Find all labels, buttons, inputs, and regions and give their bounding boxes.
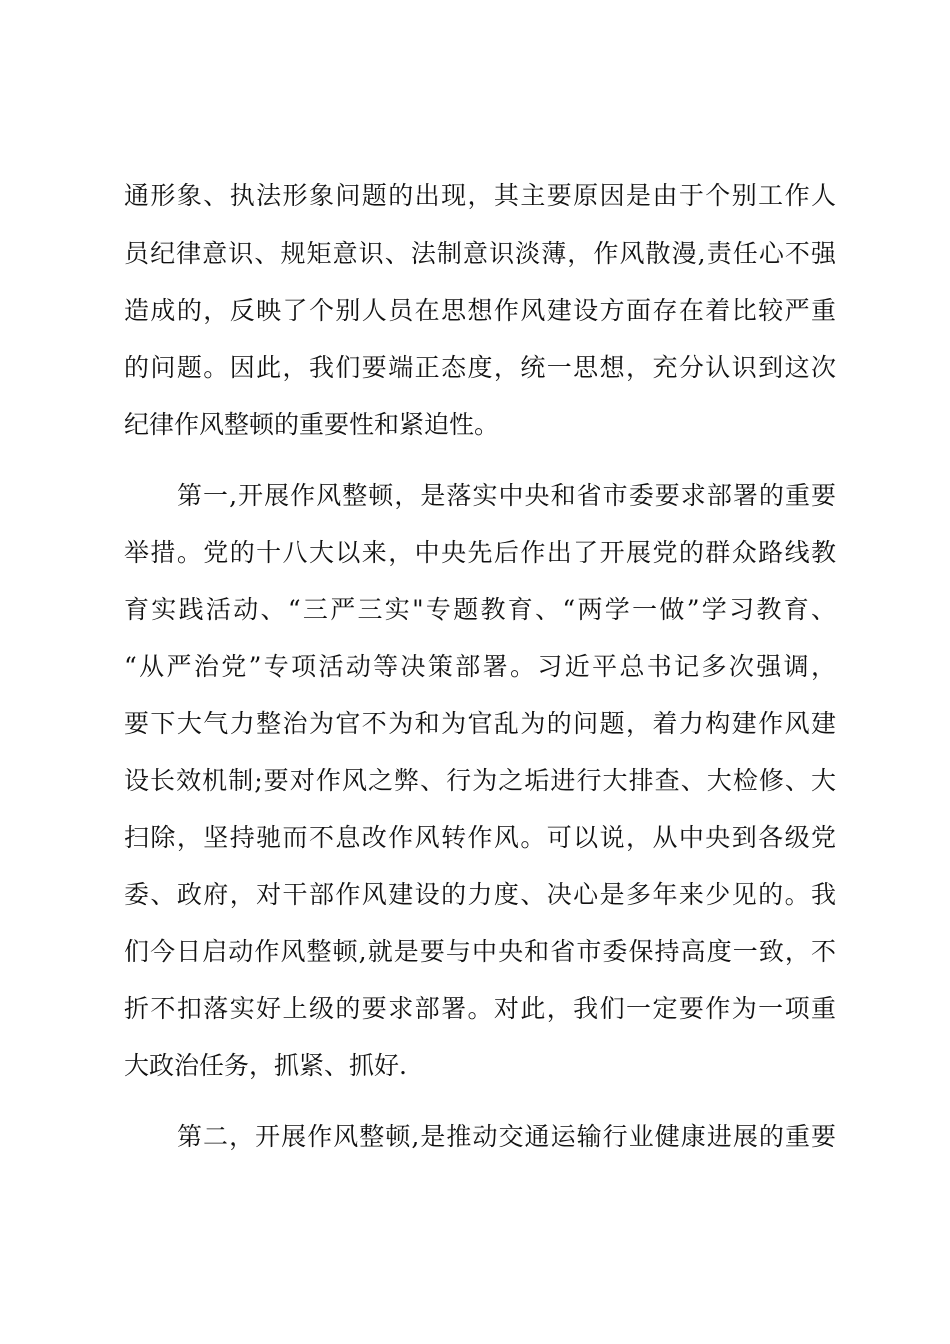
body-text-line: 纪律作风整顿的重要性和紧迫性。 <box>124 410 500 439</box>
body-text-line: 们今日启动作风整顿,就是要与中央和省市委保持高度一致，不 <box>124 937 836 966</box>
body-text-line: 设长效机制;要对作风之弊、行为之垢进行大排查、大检修、大 <box>124 766 836 795</box>
body-text-line: 大政治任务，抓紧、抓好. <box>124 1051 407 1080</box>
body-text-line: 员纪律意识、规矩意识、法制意识淡薄，作风散漫,责任心不强 <box>124 239 836 268</box>
body-text-line: 要下大气力整治为官不为和为官乱为的问题，着力构建作风建 <box>124 709 836 738</box>
body-text-line: 育实践活动、“三严三实"专题教育、“两学一做”学习教育、 <box>124 595 836 624</box>
body-text-line: 造成的，反映了个别人员在思想作风建设方面存在着比较严重 <box>124 296 836 325</box>
body-text-line: 扫除，坚持驰而不息改作风转作风。可以说，从中央到各级党 <box>124 823 836 852</box>
paragraph-first-line: 第二，开展作风整顿,是推动交通运输行业健康进展的重要 <box>177 1122 836 1151</box>
body-text-line: 举措。党的十八大以来，中央先后作出了开展党的群众路线教 <box>124 538 836 567</box>
body-text-line: “从严治党”专项活动等决策部署。习近平总书记多次强调， <box>124 652 836 681</box>
body-text-line: 折不扣落实好上级的要求部署。对此，我们一定要作为一项重 <box>124 994 836 1023</box>
body-text-line: 委、政府，对干部作风建设的力度、决心是多年来少见的。我 <box>124 880 836 909</box>
paragraph-first-line: 第一,开展作风整顿，是落实中央和省市委要求部署的重要 <box>177 481 836 510</box>
body-text-line: 通形象、执法形象问题的出现，其主要原因是由于个别工作人 <box>124 181 836 210</box>
body-text-line: 的问题。因此，我们要端正态度，统一思想，充分认识到这次 <box>124 353 836 382</box>
